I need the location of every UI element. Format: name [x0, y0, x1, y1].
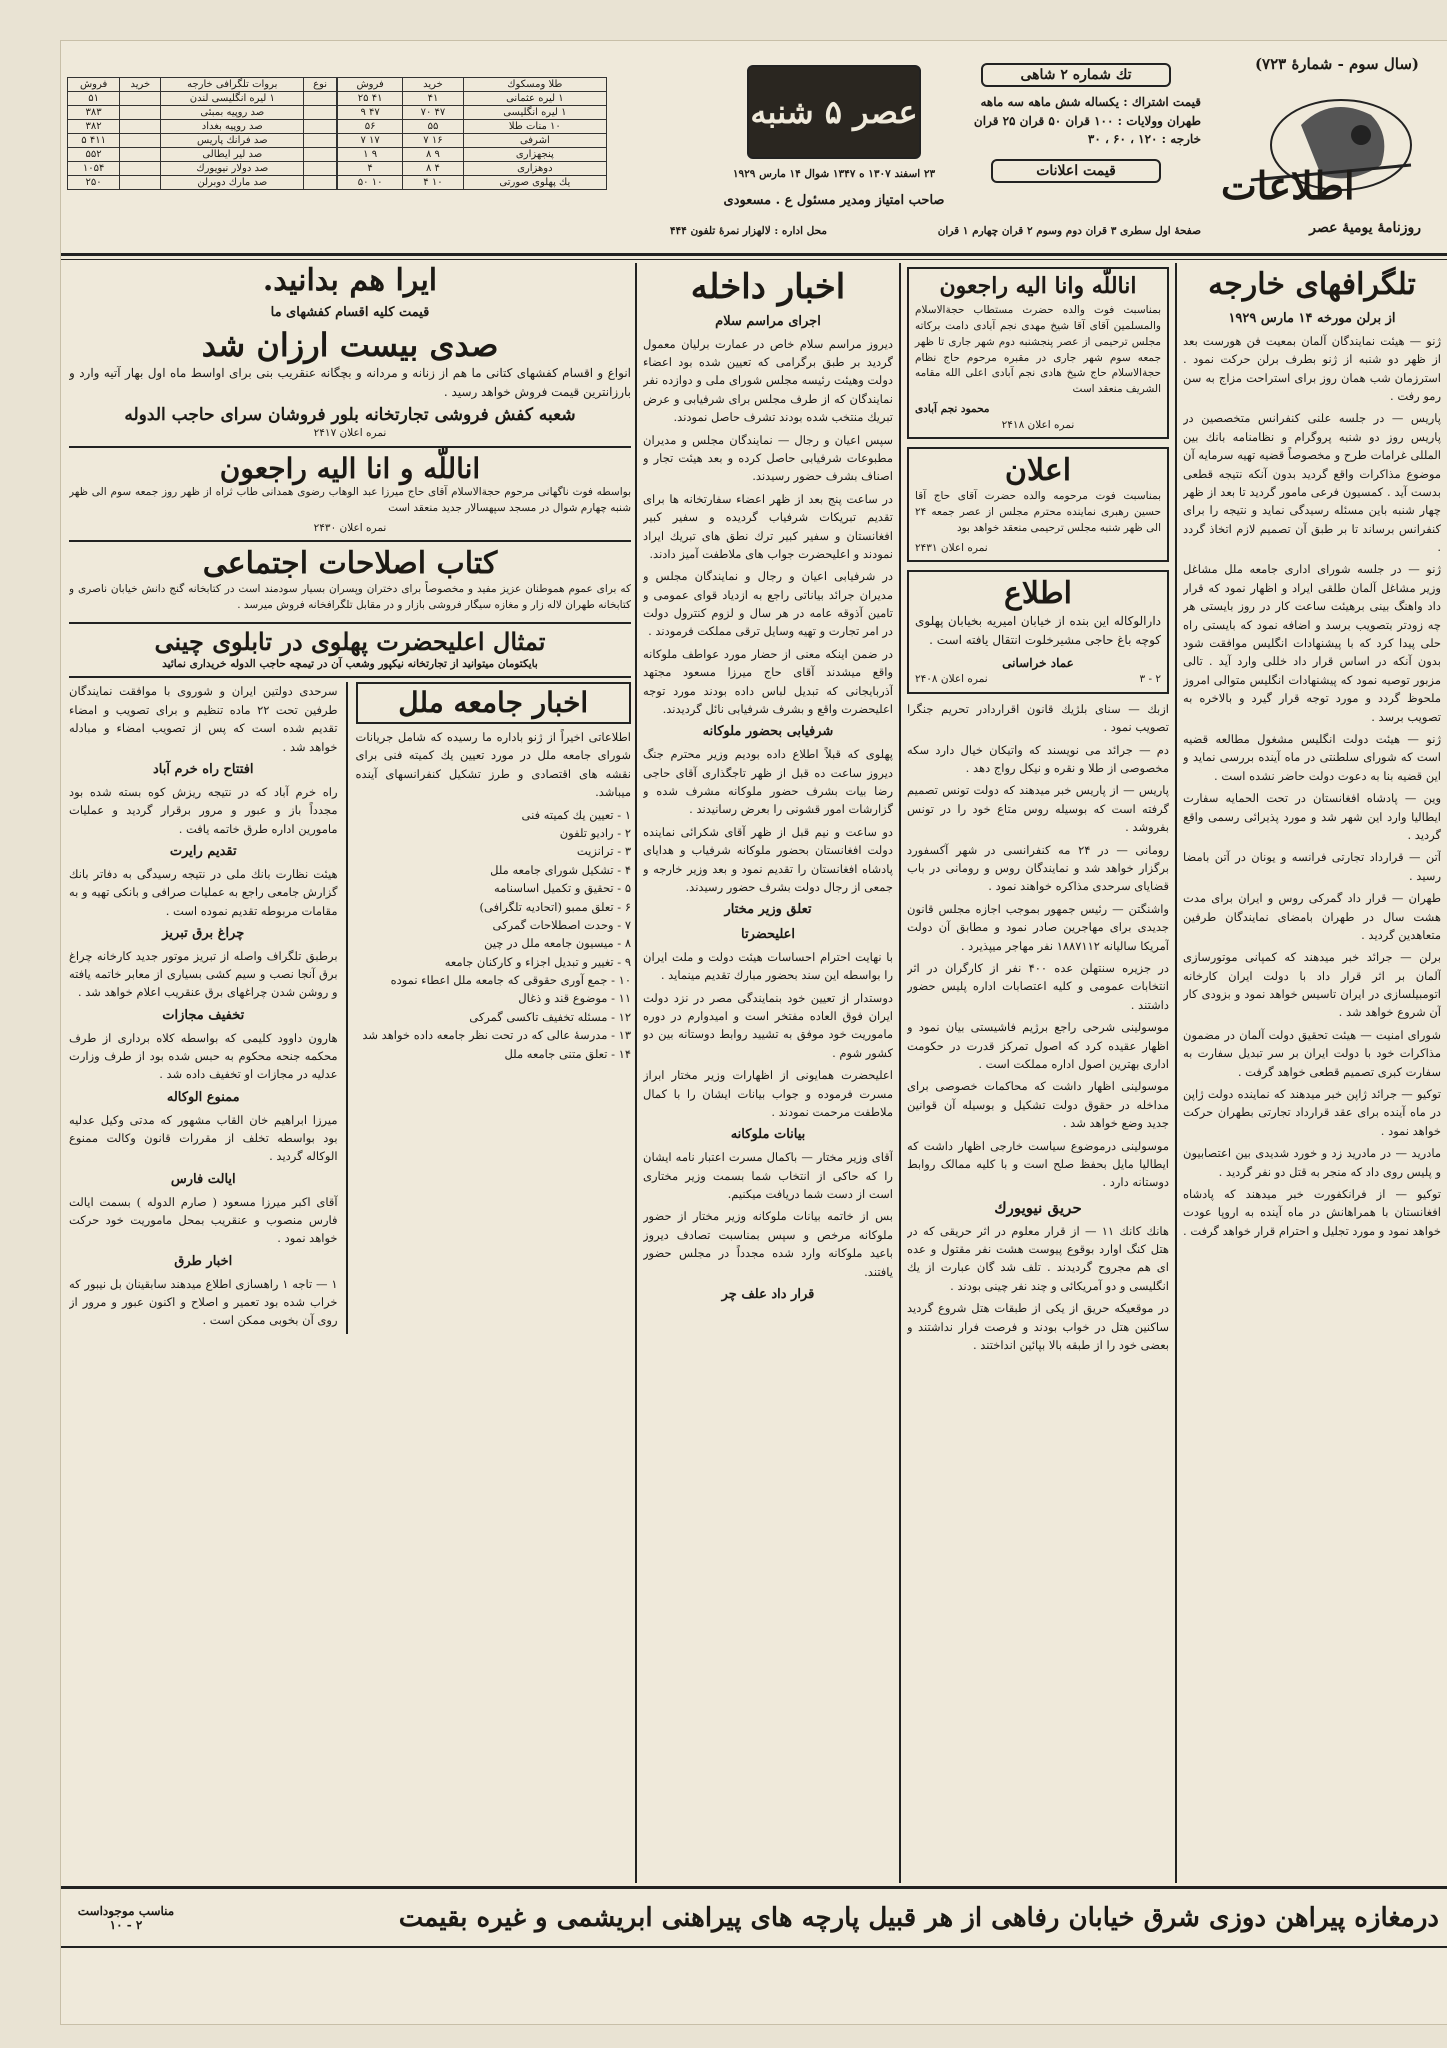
section-heading: تعلق وزیر مختار [724, 902, 812, 918]
telegram-paragraph: طهران — قرار داد گمرکی روس و ایران برای مدت هشت سال در طهران بامضای نمایندگان طرفین متعاهدین گردید . [1183, 891, 1441, 942]
info-sign: عماد خراسانی [1002, 655, 1074, 670]
column-divider [899, 263, 901, 1883]
league-news [356, 682, 631, 1333]
league-item: ۱۲ - مسئله تخفیف تاکسی گمرکی [469, 1009, 631, 1024]
league-item: ۷ - وحدت اصطلاحات گمرکی [492, 917, 631, 932]
news-paragraph: موسولینی شرحی راجع برژیم فاشیستی بیان نمود و اظهار عقیده کرد که اصول تمرکز قدرت در حکومت اداری بهترین اصول اداره مملکت است . [907, 1020, 1169, 1071]
telegram-paragraph: شورای امنیت — هیئت تحقیق دولت آلمان در مضمون مذاکرات خود با دولت ایران بر سر تبدیل سفارت به سفارت کبری تصمیم قطعی خواهد گرفت . [1183, 1027, 1441, 1079]
league-item: ۱ - تعیین یك کمیته فنی [521, 807, 631, 822]
newspaper-page [60, 40, 1447, 2025]
league-item: ۹ - تغییر و تبدیل اجزاء و کارکنان جامعه [444, 954, 631, 969]
notice-ad-number: نمره اعلان ۲۴۳۱ [915, 541, 988, 554]
section-heading: اخبار طرق [174, 1253, 233, 1269]
telegram-paragraph: ژنو — در جلسه شورای اداری جامعه ملل مشاغل وزیر مشاغل آلمان طلقی ایراد و اظهار نمود که قرار داد واهنگ بینی برهیئت ساعت کار در روز بایستی هر چه زودتر بتصویب برسد و اضافه نمود که بایستی راه حلی پیدا کرد که با پیشنهادات انگلیس موافقت شود بدون آنکه در اساس قرار داد خللی وارد آید . تالی مزبور توصیه نمود که پیشنهادات انگلیس متوالی امروز ملحوظ گردد و مورد توجه قرار گیرد و بالاخره به تصویب برسد . [1183, 562, 1441, 724]
rates-cell: ۱۰ ۴ [403, 176, 463, 190]
foreign-telegrams-title: تلگرافهای خارجه [1208, 267, 1416, 302]
news-paragraph: در موقعیکه حریق از یکی از طبقات هتل شروع گردید ساکنین هتل در خواب بودند و فرصت فرار نداشتند و بعضی خود را از طبقه بالا بپائین انداختند . [907, 1301, 1169, 1353]
rates-cell: صد روپیه بغداد [161, 120, 304, 134]
logo-block [1211, 85, 1421, 235]
shoe-ad-main: صدی بیست ارزان شد [201, 325, 499, 364]
news-paragraph: موسولینی اظهار داشت که محاکمات خصوصی برای مداخله در حقوق دولت تشکیل و بوسیله آن قوانین جدید وضع خواهد شد . [907, 1079, 1169, 1131]
rates-cell: اشرفی [463, 134, 606, 148]
issue-label: (سال سوم - شمارهٔ ۷۲۳) [1254, 55, 1419, 73]
rates-cell: یك پهلوی صورتی [463, 176, 606, 190]
subscription-block [951, 63, 1201, 183]
rates-cell: ۱۰ ۵۰ [338, 176, 403, 190]
rates-cell: صد روپیه بمبئی [161, 106, 304, 120]
section-heading: اعلیحضرتا [740, 927, 795, 943]
date-line: ۲۳ اسفند ۱۳۰۷ ه ۱۳۴۷ شوال ۱۴ مارس ۱۹۲۹ [732, 168, 936, 180]
telegram-paragraph: برلن — جرائد خبر میدهند که کمپانی موتورسازی آلمان بر اثر قرار داد با دولت ایران کارخانه اتومبیلسازی در ایران تاسیس خواهد نمود و بزودی کار آن شروع خواهد شد . [1183, 950, 1441, 1020]
column-divider [1175, 263, 1177, 1883]
rates-cell: ۱ لیره انگلیسی [463, 106, 606, 120]
rates-cell: ۵۵۲ [68, 148, 120, 162]
league-item: ۲ - رادیو تلفون [559, 825, 631, 840]
masthead-rule-thin [61, 259, 1447, 260]
rates-cell: ۴۱ ۲۵ [338, 92, 403, 106]
telegram-paragraph: آتن — قرارداد تجارتی فرانسه و یونان در آتن بامضا رسید . [1183, 850, 1441, 883]
rates-cell: ۴۷ ۹ [338, 106, 403, 120]
rates-cell: صد مارك دوبرلن [161, 176, 304, 190]
telegram-paragraph: مادرید — در مادرید زد و خورد شدیدی بین اعتصابیون و پلیس روی داد که منجر به قتل دو نفر گردید . [1183, 1146, 1441, 1179]
rates-cell: ۵۶ [338, 120, 403, 134]
weekday-box [747, 65, 921, 159]
footer-ad-side: مناسب موجوداست [77, 1904, 175, 1918]
book-ad-title: کتاب اصلاحات اجتماعی [202, 546, 498, 582]
news-paragraph: پهلوی که قبلاً اطلاع داده بودیم وزیر محترم جنگ دیروز ساعت ده قبل از ظهر تاجگذاری آقای حاجی رضا بیات بشرف حضور ملوکانه مشرف شده و گزارشات امور قشونی را بعرض رسانیدند . [643, 747, 893, 817]
footer-ad [61, 1893, 1447, 1943]
announcements-column [907, 263, 1169, 1878]
rates-cell: صد دولار نیویورك [161, 162, 304, 176]
portrait-ad-text: بایکتومان میتوانید از تجارتخانه نیکپور وشعب آن در تیمچه حاجب الدوله خریداری نمائید [162, 657, 538, 670]
portrait-ad-title: تمثال اعلیحضرت پهلوی در تابلوی چینی [154, 626, 546, 656]
info-footer [915, 672, 1161, 688]
rates-cell: ۳۸۳ [68, 106, 120, 120]
rates-cell: ۹ ۱ [338, 148, 403, 162]
rates-cell: ۵۵ [403, 120, 463, 134]
footer-ad-text: درمغازه پیراهن دوزی شرق خیابان رفاهی از هر قبیل پارچه های پیراهنی ابریشمی و غیره بقیمت [398, 1903, 1439, 1933]
rates-cell [120, 134, 161, 148]
rates-cell: ۴ ۸ [403, 162, 463, 176]
logo-emblem-icon [1211, 85, 1421, 235]
telegram-paragraph: ژنو — هیئت نمایندگان آلمان بمعیت فن هورست بعد از ظهر دو شنبه از ژنو بطرف برلن حرکت نمود . استرزمان شب همان روز برای استراحت مزاج به سن رمو رفت . [1183, 333, 1441, 403]
news-paragraph: برطبق تلگراف واصله از تبریز موتور جدید کارخانه چراغ برق آنجا نصب و سیم کشی بسیاری از معابر خاتمه یافته و روشن شدن چراغهای برق عنقریب اعلام خواهد شد . [69, 948, 338, 1000]
news-paragraph: آقای اکبر میرزا مسعود ( صارم الدوله ) بسمت ایالت فارس منصوب و عنقریب بمحل ماموریت خود حرکت خواهد نمود . [69, 1194, 338, 1246]
tagline: روزنامهٔ یومیهٔ عصر [1309, 220, 1421, 236]
rates-cell [120, 92, 161, 106]
info-ad-number: نمره اعلان ۲۴۰۸ [915, 673, 988, 686]
notice-text: بمناسبت فوت مرحومه والده حضرت آقای حاج آقا حسین رهبری نماینده محترم مجلس از عصر جمعه ۲۴ الی ظهر شنبه مجلس ترحیمی منعقد خواهد بود [915, 490, 1161, 534]
news-paragraph: واشنگتن — رئیس جمهور بموجب اجازه مجلس قانون جدیدی برای مهاجرین صادر نمود و مطابق آن دولت آمریکا سالیانه ۱۸۸۷۱۱۲ نفر مهاجر میپذیرد . [907, 901, 1169, 953]
subscription-abroad: خارجه : ۱۲۰ ، ۶۰ ، ۳۰ [1087, 132, 1201, 147]
subscription-title: قیمت اشتراك : یکساله شش ماهه سه ماهه [980, 95, 1201, 109]
league-item: ۵ - تحقیق و تکمیل اساسنامه [493, 881, 631, 896]
notice-title: اعلان [1004, 453, 1072, 489]
news-paragraph: بس از خاتمه بیانات ملوکانه وزیر مختار از حضور ملوکانه مرخص و سپس بمناسبت تصادف دیروز باعید ملوکانه وارد شده مجدداً در مجلس حضور یافتند. [643, 1209, 893, 1279]
league-item: ۴ - تشکیل شورای جامعه ملل [490, 862, 631, 877]
rates-cell: صد فرانك پاریس [161, 134, 304, 148]
news-paragraph: سپس اعیان و رجال — نمایندگان مجلس و مدیران مطبوعات شرفیابی حاصل کرده و بعد هیئت تجار و اصناف بشرف حضور رسیدند. [643, 432, 893, 484]
side-news [69, 682, 338, 1333]
rates-header-cell: فروش [338, 78, 403, 92]
shoe-ad-shop: شعبه کفش فروشی تجارتخانه بلور فروشان سرای حاجب الدوله [124, 405, 576, 426]
news-paragraph: ۱ — تاجه ۱ راهسازی اطلاع میدهند سابقینان بل نیبور که خراب شده بود تعمیر و اصلاح و اکنون عبور و مرور از روی آن بخوبی ممکن است . [69, 1276, 338, 1328]
rates-cell: ۱۷ ۷ [338, 134, 403, 148]
section-heading: قرار داد علف چر [721, 1286, 815, 1302]
info-title: اطلاع [1003, 576, 1072, 612]
rates-cell: ۴۱۱ ۵ [68, 134, 120, 148]
telegram-paragraph: توکیو — جرائد ژاپن خبر میدهند که نماینده دولت ژاپن در ماه آینده برای عقد قرارداد تجارتی بطهران حرکت خواهد نمود . [1183, 1087, 1441, 1138]
info-text: دارالوکاله این بنده از خیابان امیریه بخیابان پهلوی کوچه باغ حاجی مشیرخلوت انتقال یافته است . [915, 614, 1161, 647]
rates-header-cell: فروش [68, 78, 120, 92]
rates-cell: ۱۰۵۴ [68, 162, 120, 176]
shoe-ad-text: انواع و اقسام کفشهای کتانی ما هم از زنانه و مردانه و بچگانه عنقریب بنی برای اواسط ماه اول بهار آتیه وارد و بارزانترین قیمت فروش خواهد رسید . [69, 366, 631, 399]
section-heading: اجرای مراسم سلام [715, 313, 821, 329]
news-paragraph: در ضمن اینکه معنی از حضار مورد عواطف ملوکانه واقع میشدند آقای حاج میرزا مسعود مجتهد آذربایجانی که تبدیل لباس داده بودند مورد توجه اعلیحضرت واقع و بشرف شرفیابی نائل گردیدند. [643, 646, 893, 717]
book-ad-text: که برای عموم هموطنان عزیز مفید و مخصوصاً برای دختران وپسران بسیار سودمند است در کتابخانه گنج دانش خیابان ناصری و کتابخانه طهران لاله زار و مغازه سیگار فروشی بازار و در مقابل تلگرافخانه فروش میرسد . [69, 583, 631, 612]
masthead-rule [61, 253, 1447, 256]
news-paragraph: دوستدار از تعیین خود بنمایندگی مصر در نزد دولت ایران فوق العاده مفتخر است و امیدوارم در دوره ماموریت خود موفق به تشیید روابط دوستانه بین دو کشور شوم . [643, 990, 893, 1060]
rates-cell: ۹ ۸ [403, 148, 463, 162]
rates-cell [120, 120, 161, 134]
condolence-text: بمناسبت فوت والده حضرت مستطاب حجةالاسلام والمسلمین آقای آقا شیخ مهدی نجم آبادی دامت برکاته مجلس ترحیمی از عصر پنجشنبه دوم شهر جاری تا ظهر جمعه سوم شهر جاری در مقبره مرحوم حاج نظام حجةالاسلام حاج شیخ هادی نجم آبادی اعلی الله مقامه الشریف منعقد است [915, 304, 1161, 396]
info-box [907, 570, 1169, 694]
news-paragraph: میرزا ابراهیم خان القاب مشهور که مدتی وکیل عدلیه بود بواسطه تخلف از مقررات قانون وکالت ممنوع الوکاله گردید . [69, 1112, 338, 1164]
league-item: ۱۰ - جمع آوری حقوقی که جامعه ملل اعطاء نموده [390, 973, 631, 988]
news-paragraph: در جزیره سنتهلن عده ۴۰۰ نفر از کارگران در اثر انتخابات عمومی و کلیه اعتصابات اداره پلیس حضور داشتند . [907, 961, 1169, 1012]
portrait-ad [69, 624, 631, 679]
logo-text: اطلاعات [1221, 163, 1355, 208]
ads-price-label: قیمت اعلانات [991, 159, 1161, 183]
news-paragraph: اعلیحضرت همایونی از اظهارات وزیر مختار ابراز مسرت فرموده و جواب بیانات ایشان را با کمال ملاطفت مرحمت نمودند . [643, 1068, 893, 1120]
info-dates: ۲ - ۳ [1139, 673, 1161, 686]
news-paragraph: ازبك — سنای بلژیك قانون اقراردادر تحریم جنگرا تصویب نمود . [907, 701, 1169, 735]
rates-cell [120, 148, 161, 162]
footer-rule [61, 1886, 1447, 1889]
news-paragraph: موسولینی درموضوع سیاست خارجی اظهار داشت که ایطالیا مایل بحفظ صلح است و با کلیه ممالک روابط دوستانه دارد . [907, 1138, 1169, 1190]
rates-cell: ۵۱ [68, 92, 120, 106]
rates-cell [120, 162, 161, 176]
league-item: ۱۳ - مدرسهٔ عالی که در تحت نظر جامعه داده خواهد شد [362, 1028, 631, 1043]
league-item: ۳ - ترانزیت [576, 844, 631, 859]
transfer-rates-table [67, 77, 337, 190]
section-heading: ایالت فارس [170, 1171, 236, 1187]
title-block [719, 65, 949, 211]
condolence-ad-title: اناللّه و انا الیه راجعون [219, 451, 481, 485]
rates-cell: ۱۰ منات طلا [463, 120, 606, 134]
book-ad [69, 542, 631, 624]
domestic-news-column [643, 263, 893, 1878]
subscription-tehran: طهران وولایات : ۱۰۰ قران ۵۰ قران ۲۵ قران [973, 113, 1201, 128]
rates-header-cell: نوع [304, 78, 337, 92]
news-paragraph: دو ساعت و نیم قبل از ظهر آقای شکرائی نماینده دولت افغانستان بحضور ملوکانه شرفیاب و هدایای پادشاه افغانستان را تقدیم نمود و بعد وزیر خارجه و جمعی از رجال دولت بشرف حضور رسیدند. [643, 824, 893, 894]
condolence-ad-number: نمره اعلان ۲۴۳۰ [313, 521, 387, 534]
weekday-label: عصر ۵ شنبه [750, 93, 918, 131]
rates-cell: ۲۵۰ [68, 176, 120, 190]
rates-header-cell: بروات تلگرافی خارجه [161, 78, 304, 92]
condolence-title: اناللّه وانا الیه راجعون [939, 273, 1137, 299]
rates-cell: دوهزاری [463, 162, 606, 176]
league-news-title: اخبار جامعه ملل [356, 682, 631, 724]
shoe-ad-title: ایرا هم بدانید. [262, 263, 438, 298]
dateline: از برلن مورخه ۱۴ مارس ۱۹۲۹ [1228, 311, 1396, 326]
rates-cell: ۴۱ [403, 92, 463, 106]
news-paragraph: هیئت نظارت بانك ملی در نتیجه رسیدگی به دفاتر بانك گزارش جامعی راجع به عملیات صرافی و بانکی تهیه و به مقامات مربوطه تقدیم نموده است . [69, 866, 338, 918]
news-paragraph: سرحدی دولتین ایران و شوروی با موافقت نمایندگان طرفین تحت ۲۲ ماده تنظیم و برای تصویب و امضاء تقدیم شده است که پس از تصویب امضاء و مبادله خواهد شد . [69, 684, 338, 754]
notice-box [907, 447, 1169, 562]
rates-cell: ۱ لیره عثمانی [463, 92, 606, 106]
telegram-paragraph: ژنو — هیئت دولت انگلیس مشغول مطالعه قضیه است که شورای سلطنتی در ماه آینده بررسی نماید و این قضیه بنا به دعوت دولت حاضر نشده است . [1183, 732, 1441, 783]
rates-header-cell: خرید [403, 78, 463, 92]
footer-rule-bottom [61, 1946, 1447, 1948]
news-paragraph: هارون داوود کلیمی که بواسطه کلاه برداری از طرف محکمه جنحه محکوم به حبس شده بود از طرف وزارت عدلیه در مجازات او تخفیف داده شد . [69, 1030, 338, 1082]
telegram-paragraph: پاریس — در جلسه علنی کنفرانس متخصصین در پاریس روز دو شنبه پروگرام و نظامنامه بانك بین المللی غرامات طرح و مخصوصاً قضیه تهیه سرمایه آن موضوع مذاکرات واقع گردید بدون آنکه نتیجه قطعی بدست آید . کمسیون فرعی مامور گردید تا بعد از ظهر چهار شنبه باین مسئله رسیدگی نماید و نتیجه را برای کنفرانس برساند تا بر طبق آن تصمیم لازم اتخاذ گردد . [1183, 411, 1441, 555]
condolence-ad-number: نمره اعلان ۲۴۱۸ [1001, 418, 1075, 431]
ads-detail: صفحهٔ اول سطری ۳ قران دوم وسوم ۲ قران چهارم ۱ قران [937, 225, 1201, 237]
news-paragraph: در ساعت پنج بعد از ظهر اعضاء سفارتخانه ها برای تقدیم تبریکات شرفیاب گردیده و سفیر کبیر افغانستان و سفیر کبیر ترك نطق های تبریك ایراد نمودند و اعلیحضرت جواب های ملاطفت آمیز دادند. [643, 491, 893, 561]
league-item: ۱۴ - تعلق متنی جامعه ملل [504, 1046, 631, 1061]
news-paragraph: رومانی — در ۲۴ مه کنفرانسی در شهر آکسفورد برگزار خواهد شد و نمایندگان روس و رومانی در باب قضایای سرحدی مذاکره خواهند نمود . [907, 842, 1169, 894]
section-heading: چراغ برق تبریز [162, 925, 245, 941]
rates-cell [120, 176, 161, 190]
news-paragraph: هانك كانك ۱۱ — از قرار معلوم در اثر حریقی که در هتل کنگ اوارد بوقوع پیوست هشت نفر مقتول و عده ای هم مجروح گردیدند . تلف شد گان عبارت از یك انگلیسی و دو آمریکائی و چند نفر چینی بودند . [907, 1223, 1169, 1293]
telegram-paragraph: وین — پادشاه افغانستان در تحت الحمایه سفارت ایطالیا وارد این شهر شد و مورد پذیرائی رسمی واقع گردید . [1183, 791, 1441, 842]
rates-cell: ۳۸۲ [68, 120, 120, 134]
shoe-ad-sub: قیمت کلیه اقسام کفشهای ما [270, 305, 430, 320]
section-heading: ممنوع الوکاله [166, 1089, 240, 1105]
ads-and-league-column [69, 263, 631, 1878]
condolence-sign: محمود نجم آبادی [915, 402, 990, 415]
news-paragraph: در شرفیابی اعیان و رجال و نمایندگان مجلس و مدیران جرائد بیاناتی راجع به ازدیاد قوای عمومی و تامین آذوقه عامه در هر سال و لزوم کنترول دولت در امر تجارت و تهیه وسایل ترقی مملکت فرمودند . [643, 569, 893, 639]
rates-cell: ۴۷ ۷۰ [403, 106, 463, 120]
shoe-ad [69, 263, 631, 448]
rates-cell: پنجهزاری [463, 148, 606, 162]
owner-line: صاحب امتیاز ومدیر مسئول ع . مسعودی [723, 192, 945, 208]
news-paragraph: با نهایت احترام احساسات هیئت دولت و ملت ایران را بواسطه این سند بحضور مبارك تقدیم مینماید . [643, 949, 893, 983]
single-copy-price: تك شماره ۲ شاهی [981, 63, 1171, 87]
domestic-news-title: اخبار داخله [690, 267, 846, 307]
rates-header-cell: طلا ومسکوك [463, 78, 606, 92]
league-item: ۱۱ - موضوع قند و ذغال [518, 991, 631, 1006]
telegram-paragraph: توکیو — از فرانکفورت خبر میدهند که پادشاه افغانستان با همراهانش در ماه آینده به اروپا عودت خواهد نمود و مورد تجلیل و احترام قرار خواهد گرفت . [1183, 1186, 1441, 1238]
foreign-telegrams-column [1183, 263, 1441, 1878]
news-paragraph: پاریس — از پاریس خبر میدهند که دولت تونس تصمیم گرفته است که بوسیله روس متاع خود را در تونس بفروشد . [907, 783, 1169, 835]
section-heading: شرفیابی بحضور ملوکانه [702, 724, 834, 740]
section-heading: بیانات ملوکانه [730, 1127, 806, 1143]
shoe-ad-number: نمره اعلان ۲۴۱۷ [313, 426, 387, 439]
condolence-ad-text: بواسطه فوت ناگهانی مرحوم حجةالاسلام آقای حاج میرزا عبد الوهاب رضوی همدانی طاب ثراه از ظهر روز جمعه سوم الی ظهر شنبه چهارم شوال در مسجد سپهسالار جدید منعقد است [69, 486, 631, 514]
news-paragraph: دیروز مراسم سلام خاص در عمارت برلیان معمول گردید بر طبق برگرامی که تعیین شده بود اعضاء دولت وهیئت رئیسه مجلس شورای ملی و دوازده نفر نمایندگان که از طرف مجلس برای شرفیابی و عرض تبریك منتخب شده بودند تشرف حاصل نمودند. [643, 336, 893, 425]
league-item: ۶ - تعلق ممبو (اتحادیه تلگرافی) [479, 899, 631, 914]
fire-heading: حریق نیویورك [994, 1198, 1082, 1217]
section-heading: تخفیف مجازات [162, 1007, 245, 1023]
column-divider [635, 263, 637, 1883]
office-line: محل اداره : لالهزار نمرهٔ تلفون ۴۴۴ [669, 225, 827, 237]
rates-cell: ۴ [338, 162, 403, 176]
footer-ad-number: ۲ - ۱۰ [109, 1918, 143, 1932]
rates-header-cell: خرید [120, 78, 161, 92]
rates-block [67, 77, 607, 190]
rates-cell [120, 106, 161, 120]
rates-cell: صد لیر ایطالی [161, 148, 304, 162]
league-paragraph: اطلاعاتی اخیراً از ژنو باداره ما رسیده که شامل جریانات شورای جامعه ملل در مورد تعیین یك کمیته فنی برای نقشه های اقتصادی و طرز تشکیل کنفرانسهای آینده میباشد. [355, 730, 631, 800]
condolence-box [907, 267, 1169, 439]
news-paragraph: دم — جرائد می نویسند که واتیکان خیال دارد سکه مخصوصی از طلا و نقره و نیکل رواج دهد . [907, 742, 1169, 776]
news-paragraph: راه خرم آباد که در نتیجه ریزش کوه بسته شده بود مجدداً باز و عبور و مرور برقرار گردید و عملیات مامورین اداره طرق خاتمه یافت . [69, 784, 338, 836]
section-heading: افتتاح راه خرم آباد [152, 761, 254, 777]
gold-rates-table [337, 77, 607, 190]
rates-cell: ۱۶ ۷ [403, 134, 463, 148]
news-paragraph: آقای وزیر مختار — باكمال مسرت اعتبار نامه ایشان را که حاکی از انتخاب شما بسمت وزیر مختاری است از دست شما دریافت میکنیم. [643, 1150, 893, 1202]
league-item: ۸ - میسیون جامعه ملل در چین [484, 936, 631, 951]
section-heading: تقدیم رایرت [169, 843, 237, 859]
rates-cell: ۱ لیره انگلیسی لندن [161, 92, 304, 106]
condolence-ad [69, 448, 631, 543]
